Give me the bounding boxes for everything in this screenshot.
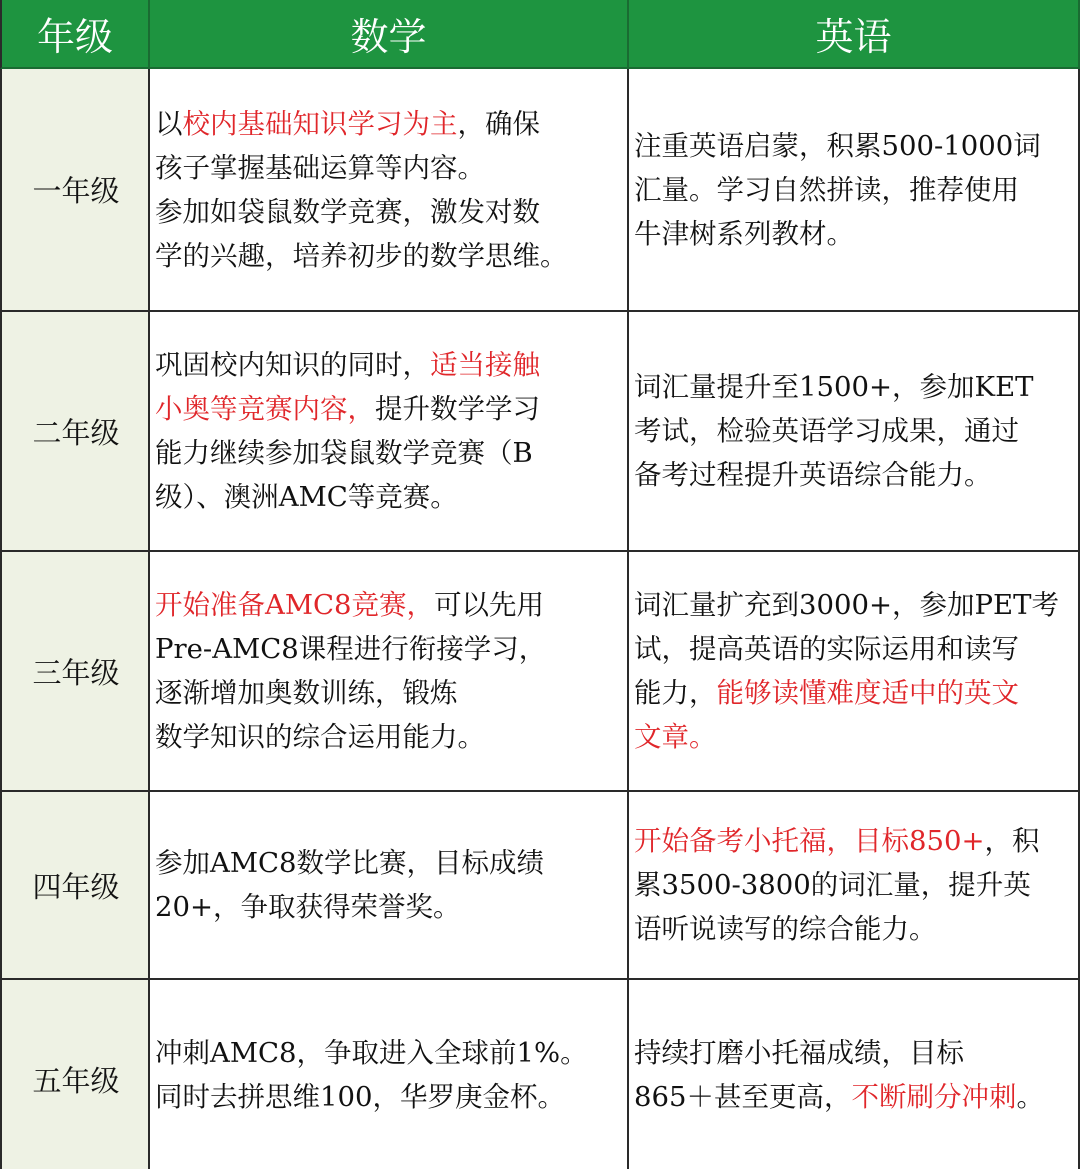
body-text: 同时去拼思维100，华罗庚金杯。 bbox=[155, 1080, 565, 1113]
english-cell bbox=[629, 980, 1080, 1169]
body-text: 备考过程提升英语综合能力。 bbox=[634, 459, 992, 491]
english-cell bbox=[629, 552, 1080, 792]
text-line bbox=[155, 475, 623, 519]
text-line bbox=[634, 168, 1074, 212]
highlight-text: 开始备考小托福，目标850+ bbox=[634, 825, 985, 857]
math-cell bbox=[150, 552, 629, 792]
body-text: 累3500-3800的词汇量，提升英 bbox=[634, 869, 1031, 901]
body-text: 可以先用 bbox=[434, 589, 545, 621]
body-text: 语听说读写的综合能力。 bbox=[634, 913, 937, 945]
body-text: ，积 bbox=[984, 825, 1040, 857]
text-line bbox=[155, 671, 623, 715]
text-line bbox=[634, 715, 1074, 759]
body-text: 牛津树系列教材。 bbox=[634, 217, 854, 250]
body-text: Pre-AMC8课程进行衔接学习， bbox=[155, 633, 547, 665]
text-line bbox=[155, 102, 623, 146]
math-cell bbox=[150, 312, 629, 552]
text-line bbox=[634, 124, 1074, 168]
text-line bbox=[155, 885, 623, 929]
body-text: 逐渐增加奥数训练，锻炼 bbox=[155, 677, 458, 709]
grade-cell: 四年级 bbox=[0, 792, 150, 980]
body-text: 注重英语启蒙，积累500-1000词 bbox=[634, 129, 1041, 162]
text-line bbox=[634, 583, 1074, 627]
text-line bbox=[155, 841, 623, 885]
text-line bbox=[634, 671, 1074, 715]
grade-cell: 五年级 bbox=[0, 980, 150, 1169]
text-line bbox=[634, 409, 1074, 453]
text-line bbox=[155, 1031, 623, 1075]
highlight-text: 校内基础知识学习为主 bbox=[182, 107, 458, 140]
text-line bbox=[155, 146, 623, 190]
header-grade: 年级 bbox=[0, 0, 150, 69]
highlight-text: 能够读懂难度适中的英文 bbox=[716, 677, 1019, 709]
highlight-text: 小奥等竞赛内容， bbox=[155, 393, 375, 425]
highlight-text: 文章。 bbox=[634, 721, 717, 753]
text-line bbox=[155, 1075, 623, 1119]
body-text: 汇量。学习自然拼读，推荐使用 bbox=[634, 173, 1019, 206]
body-text: 学的兴趣，培养初步的数学思维。 bbox=[155, 239, 568, 272]
text-line bbox=[634, 907, 1074, 951]
text-line bbox=[155, 234, 623, 278]
body-text: 参加AMC8数学比赛，目标成绩 bbox=[155, 847, 545, 879]
body-text: 865＋甚至更高， bbox=[634, 1080, 852, 1113]
body-text: 孩子掌握基础运算等内容。 bbox=[155, 151, 485, 184]
text-line bbox=[155, 583, 623, 627]
grade-cell: 三年级 bbox=[0, 552, 150, 792]
body-text: 以 bbox=[155, 107, 183, 140]
text-line bbox=[634, 1075, 1074, 1119]
body-text: 数学知识的综合运用能力。 bbox=[155, 721, 485, 753]
body-text: ，确保 bbox=[457, 107, 540, 140]
math-cell bbox=[150, 69, 629, 312]
grade-cell: 二年级 bbox=[0, 312, 150, 552]
english-cell bbox=[629, 792, 1080, 980]
body-text: 词汇量提升至1500+，参加KET bbox=[634, 371, 1034, 403]
grade-cell: 一年级 bbox=[0, 69, 150, 312]
english-cell bbox=[629, 69, 1080, 312]
highlight-text: 适当接触 bbox=[430, 349, 540, 381]
body-text: 词汇量扩充到3000+，参加PET考 bbox=[634, 589, 1059, 621]
text-line bbox=[634, 453, 1074, 497]
body-text: 持续打磨小托福成绩，目标 bbox=[634, 1036, 964, 1069]
body-text: 级）、澳洲AMC等竞赛。 bbox=[155, 481, 458, 513]
header-english: 英语 bbox=[629, 0, 1080, 69]
body-text: 考试，检验英语学习成果，通过 bbox=[634, 415, 1019, 447]
text-line bbox=[155, 190, 623, 234]
math-cell bbox=[150, 980, 629, 1169]
highlight-text: 不断刷分冲刺 bbox=[851, 1080, 1017, 1113]
body-text: 能力， bbox=[634, 677, 717, 709]
body-text: 提升数学学习 bbox=[375, 393, 540, 425]
text-line bbox=[634, 863, 1074, 907]
english-cell bbox=[629, 312, 1080, 552]
text-line bbox=[155, 343, 623, 387]
text-line bbox=[634, 212, 1074, 256]
text-line bbox=[634, 819, 1074, 863]
text-line bbox=[634, 1031, 1074, 1075]
body-text: 参加如袋鼠数学竞赛，激发对数 bbox=[155, 195, 540, 228]
body-text: 能力继续参加袋鼠数学竞赛（B bbox=[155, 437, 533, 469]
body-text: 巩固校内知识的同时， bbox=[155, 349, 430, 381]
math-cell bbox=[150, 792, 629, 980]
body-text: 20+，争取获得荣誉奖。 bbox=[155, 891, 461, 923]
body-text: 冲刺AMC8，争取进入全球前1%。 bbox=[155, 1036, 588, 1069]
text-line bbox=[155, 627, 623, 671]
text-line bbox=[634, 365, 1074, 409]
text-line bbox=[155, 715, 623, 759]
text-line bbox=[634, 627, 1074, 671]
header-math: 数学 bbox=[150, 0, 629, 69]
text-line bbox=[155, 431, 623, 475]
text-line bbox=[155, 387, 623, 431]
highlight-text: 开始准备AMC8竞赛， bbox=[155, 589, 435, 621]
body-text: 。 bbox=[1016, 1080, 1044, 1113]
body-text: 试，提高英语的实际运用和读写 bbox=[634, 633, 1019, 665]
